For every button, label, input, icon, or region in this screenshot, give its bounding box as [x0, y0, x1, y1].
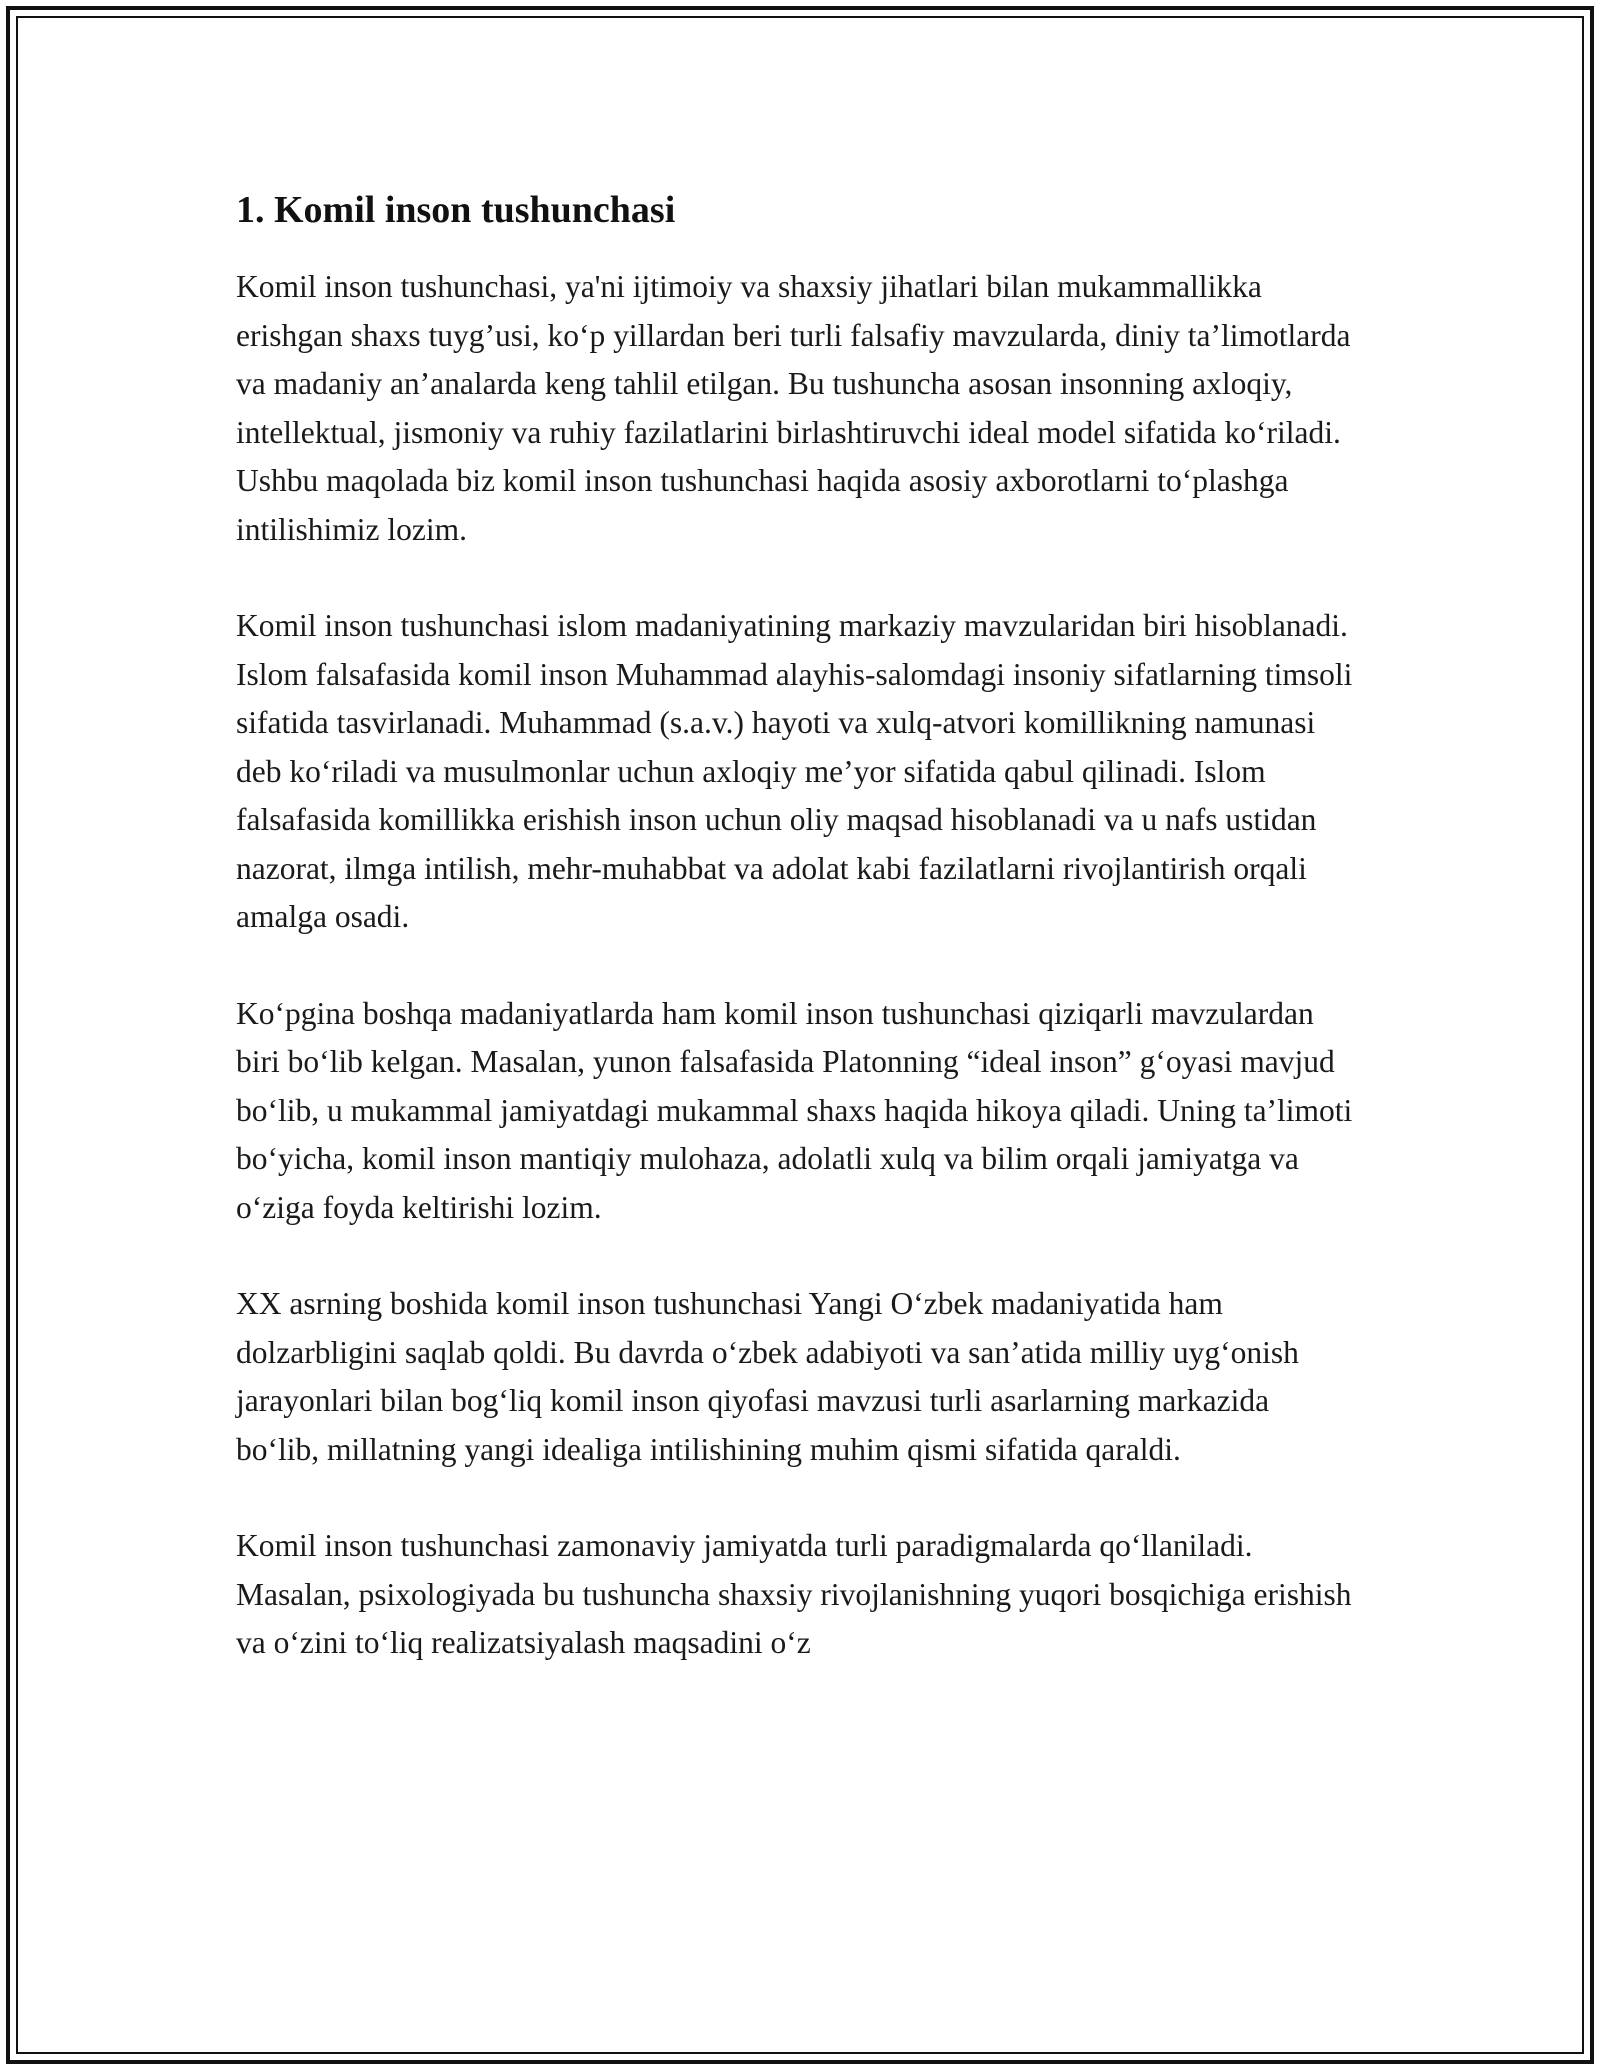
document-body — [236, 185, 1360, 1716]
paragraph-4: XX asrning boshida komil inson tushunchasi Yangi O‘zbek madaniyatida ham dolzarbligini saqlab qoldi. Bu davrda o‘zbek adabiyoti va san’atida milliy uyg‘onish jarayonlari bilan bog‘liq komil inson qiyofasi mavzusi turli asarlarning markazida bo‘lib, millatning yangi idealiga intilishining muhim qismi sifatida qaraldi. — [236, 1286, 1299, 1467]
paragraph-2: Komil inson tushunchasi islom madaniyatining markaziy mavzularidan biri hisoblanadi. Islom falsafasida komil inson Muhammad alayhis-salomdagi insoniy sifatlarning timsoli sifatida tasvirlanadi. Muhammad (s.a.v.) hayoti va xulq-atvori komillikning namunasi deb ko‘riladi va musulmonlar uchun axloqiy me’yor sifatida qabul qilinadi. Islom falsafasida komillikka erishish inson uchun oliy maqsad hisoblanadi va u nafs ustidan nazorat, ilmga intilish, mehr-muhabbat va adolat kabi fazilatlarni rivojlantirish orqali amalga osadi. — [236, 608, 1353, 934]
section-heading: 1. Komil inson tushunchasi — [236, 189, 676, 231]
paragraph-1: Komil inson tushunchasi, ya'ni ijtimoiy va shaxsiy jihatlari bilan mukammallikka erishgan shaxs tuyg’usi, ko‘p yillardan beri turli falsafiy mavzularda, diniy ta’limotlarda va madaniy an’analarda keng tahlil etilgan. Bu tushuncha asosan insonning axloqiy, intellektual, jismoniy va ruhiy fazilatlarini birlashtiruvchi ideal model sifatida ko‘riladi. Ushbu maqolada biz komil inson tushunchasi haqida asosiy axborotlarni to‘plashga intilishimiz lozim. — [236, 269, 1351, 547]
paragraph-5: Komil inson tushunchasi zamonaviy jamiyatda turli paradigmalarda qo‘llaniladi. Masalan, psixologiyada bu tushuncha shaxsiy rivojlanishning yuqori bosqichiga erishish va o‘zini to‘liq realizatsiyalash maqsadini o‘z — [236, 1528, 1352, 1660]
paragraph-3: Ko‘pgina boshqa madaniyatlarda ham komil inson tushunchasi qiziqarli mavzulardan biri bo‘lib kelgan. Masalan, yunon falsafasida Platonning “ideal inson” g‘oyasi mavjud bo‘lib, u mukammal jamiyatdagi mukammal shaxs haqida hikoya qiladi. Uning ta’limoti bo‘yicha, komil inson mantiqiy mulohaza, adolatli xulq va bilim orqali jamiyatga va o‘ziga foyda keltirishi lozim. — [236, 995, 1353, 1225]
